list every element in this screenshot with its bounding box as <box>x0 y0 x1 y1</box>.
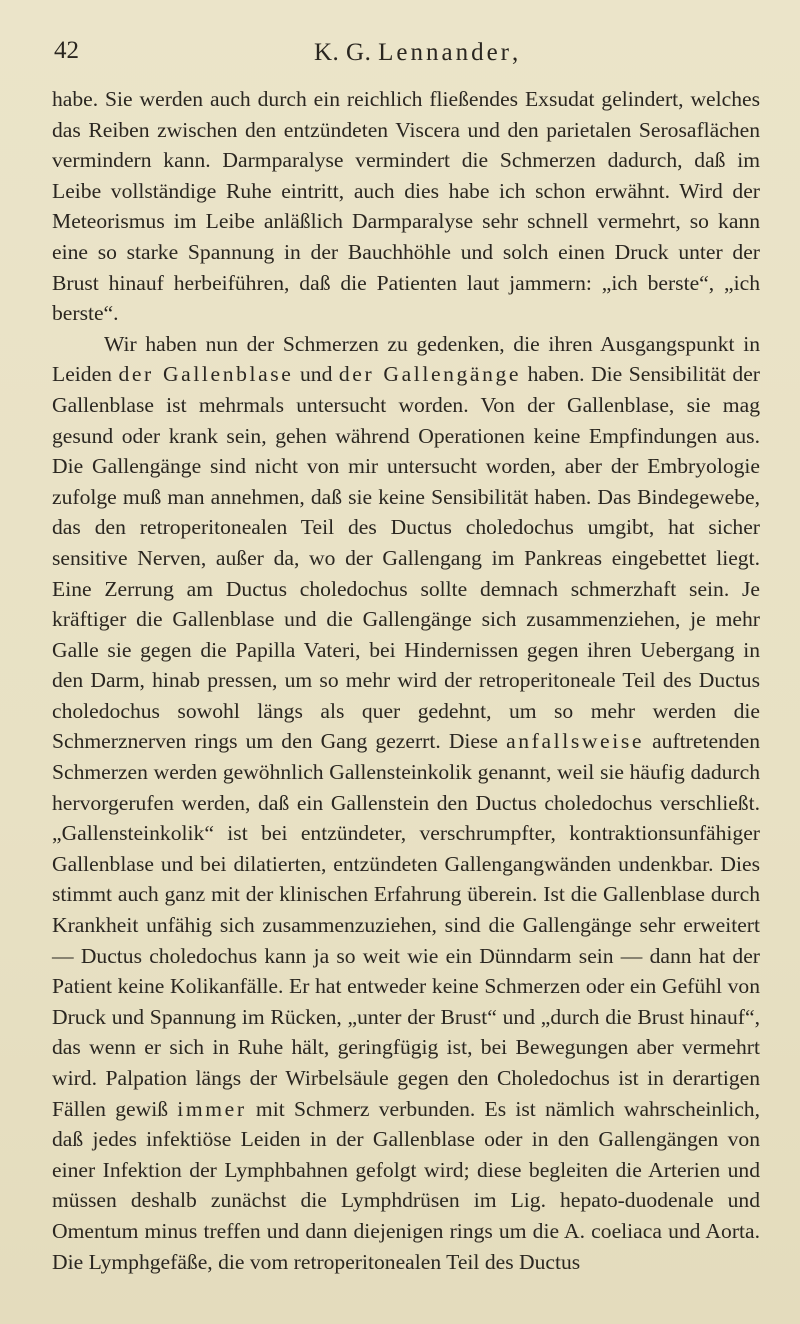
paragraph <box>52 329 760 1277</box>
text-segment: Wir haben nun der Schmerzen zu gedenken, die ihren Ausgangspunkt in Leiden <box>52 331 760 387</box>
text-segment: mit Schmerz verbunden. Es ist nämlich wahrscheinlich, daß jedes infektiöse Leiden in der Gallenblase oder in den Gallengängen von einer Infektion der Lymphbahnen gefolgt wird; diese begleiten die Arterien und müssen deshalb zunächst die Lymphdrüsen im Lig. hepato-duodenale und Omentum minus treffen und dann diejenigen rings um die A. coeliaca und Aorta. Die Lymphgefäße, die vom retroperitonealen Teil des Ductus <box>52 1096 760 1274</box>
emphasized-text: anfallsweise <box>506 729 645 754</box>
running-head <box>52 34 760 74</box>
header-author <box>314 38 519 68</box>
text-segment: habe. Sie werden auch durch ein reichlich fließendes Exsudat gelindert, welches das Reiben zwischen den entzündeten Viscera und den parietalen Serosaflächen vermindern kann. Darmparalyse vermindert die Schmerzen dadurch, daß im Leibe vollständige Ruhe eintritt, auch dies habe ich schon erwähnt. Wird der Meteorismus im Leibe anläßlich Darmparalyse sehr schnell vermehrt, so kann eine so starke Spannung in der Bauchhöhle und solch einen Druck unter der Brust hinauf herbeiführen, daß die Patienten laut jammern: „ich berste“, „ich berste“. <box>52 87 760 326</box>
paragraph <box>52 84 760 329</box>
author-surname: Lennander <box>378 39 512 66</box>
text-segment: auftretenden Schmerzen werden gewöhnlich Gallensteinkolik genannt, weil sie häufig dadurch hervorgerufen werden, daß ein Gallenstein den Ductus choledochus verschließt. „Gallensteinkolik“ ist bei entzündeter, verschrumpfter, kontraktionsunfähiger Gallenblase und bei dilatierten, entzündeten Gallengangwänden undenkbar. Dies stimmt auch ganz mit der klinischen Erfahrung überein. Ist die Gallenblase durch Krankheit unfähig sich zusammenzuziehen, sind die Gallengänge sehr erweitert — Ductus choledochus kann ja so weit wie ein Dünndarm sein — dann hat der Patient keine Kolikanfälle. Er hat entweder keine Schmerzen oder ein Gefühl von Druck und Spannung im Rücken, „unter der Brust“ und „durch die Brust hinauf“, das wenn er sich in Ruhe hält, geringfügig ist, bei Bewegungen aber vermehrt wird. Palpation längs der Wirbelsäule gegen den Choledochus ist in derartigen Fällen gewiß <box>52 729 760 1121</box>
page-number: 42 <box>54 37 79 64</box>
body-text <box>52 84 760 1277</box>
author-initials: K. G. <box>314 39 379 66</box>
emphasized-text: immer <box>177 1096 247 1121</box>
emphasized-text: der Gallengänge <box>338 362 522 387</box>
emphasized-text: der Gallenblase <box>118 362 294 387</box>
text-segment: haben. Die Sensibilität der Gallenblase ist mehrmals untersucht worden. Von der Gallenblase, sie mag gesund oder krank sein, gehen während Operationen keine Empfindungen aus. Die Gallengänge sind nicht von mir untersucht worden, aber der Embryologie zufolge muß man annehmen, daß sie keine Sensibilität haben. Das Bindegewebe, das den retroperitonealen Teil des Ductus choledochus umgibt, hat sicher sensitive Nerven, außer da, wo der Gallengang im Pankreas eingebettet liegt. Eine Zerrung am Ductus choledochus sollte demnach schmerzhaft sein. Je kräftiger die Gallenblase und die Gallengänge sich zusammenziehen, je mehr Galle sie gegen die Papilla Vateri, bei Hindernissen gegen ihren Uebergang in den Darm, hinab pressen, um so mehr wird der retroperitoneale Teil des Ductus choledochus sowohl längs als quer gedehnt, um so mehr werden die Schmerznerven rings um den Gang gezerrt. Diese <box>52 362 760 754</box>
text-segment: und <box>293 362 339 387</box>
author-trailing-comma: , <box>512 39 519 66</box>
